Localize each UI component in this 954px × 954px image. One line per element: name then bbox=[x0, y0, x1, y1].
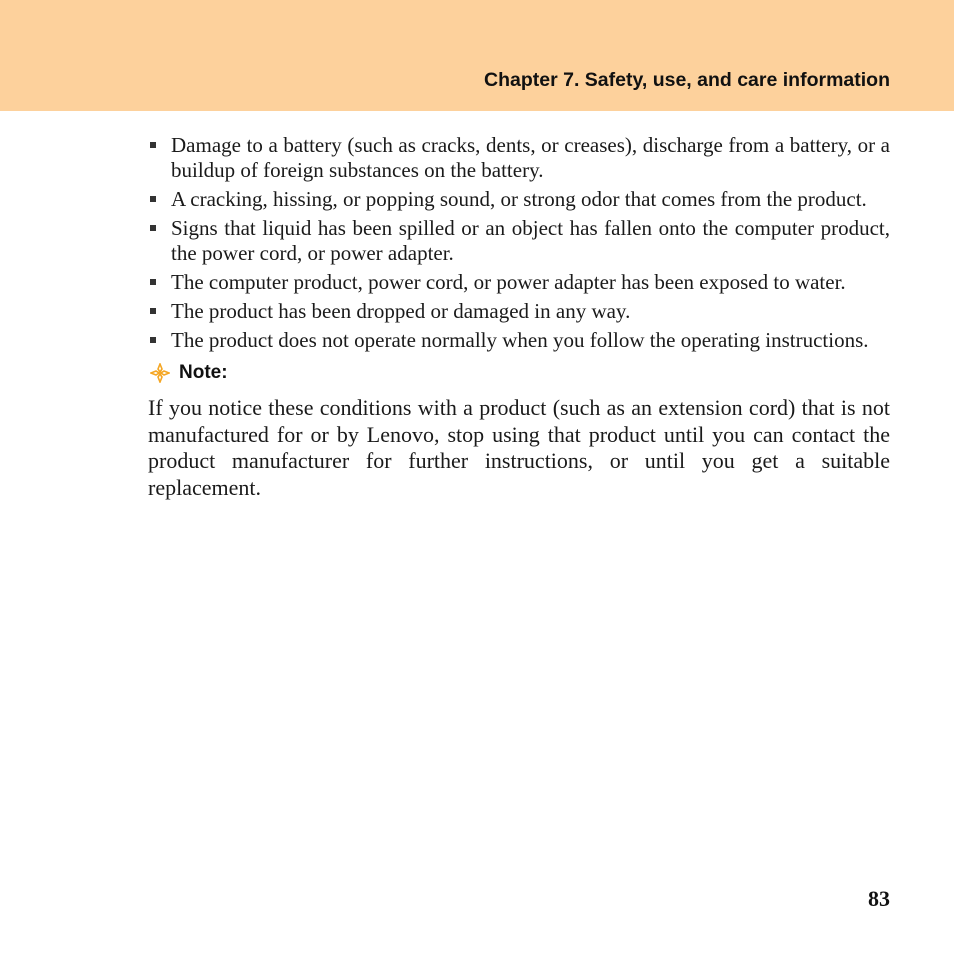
list-item bbox=[148, 299, 890, 324]
list-item bbox=[148, 216, 890, 266]
list-item-text: A cracking, hissing, or popping sound, or strong odor that comes from the product. bbox=[171, 187, 867, 211]
list-item-text: Damage to a battery (such as cracks, dents, or creases), discharge from a battery, or a buildup of foreign substances on the battery. bbox=[171, 133, 890, 182]
diamond-sparkle-icon bbox=[150, 363, 170, 383]
note-body: If you notice these conditions with a product (such as an extension cord) that is not manufactured for or by Lenovo, stop using that product until you can contact the product manufacturer for further instructions, or until you get a suitable replacement. bbox=[148, 395, 890, 500]
square-bullet-icon bbox=[150, 196, 156, 202]
list-item-text: Signs that liquid has been spilled or an object has fallen onto the computer product, the power cord, or power adapter. bbox=[171, 216, 890, 265]
note-label: Note: bbox=[179, 362, 228, 383]
square-bullet-icon bbox=[150, 337, 156, 343]
list-item bbox=[148, 133, 890, 183]
page-content bbox=[148, 133, 890, 501]
chapter-title: Chapter 7. Safety, use, and care information bbox=[484, 69, 890, 91]
note-heading bbox=[148, 359, 890, 387]
list-item-text: The product has been dropped or damaged in any way. bbox=[171, 299, 631, 323]
list-item bbox=[148, 270, 890, 295]
page-number: 83 bbox=[868, 886, 890, 911]
square-bullet-icon bbox=[150, 142, 156, 148]
square-bullet-icon bbox=[150, 279, 156, 285]
square-bullet-icon bbox=[150, 308, 156, 314]
list-item bbox=[148, 187, 890, 212]
condition-list bbox=[148, 133, 890, 353]
list-item bbox=[148, 328, 890, 353]
list-item-text: The computer product, power cord, or power adapter has been exposed to water. bbox=[171, 270, 846, 294]
header-band bbox=[0, 0, 954, 111]
list-item-text: The product does not operate normally when you follow the operating instructions. bbox=[171, 328, 869, 352]
square-bullet-icon bbox=[150, 225, 156, 231]
